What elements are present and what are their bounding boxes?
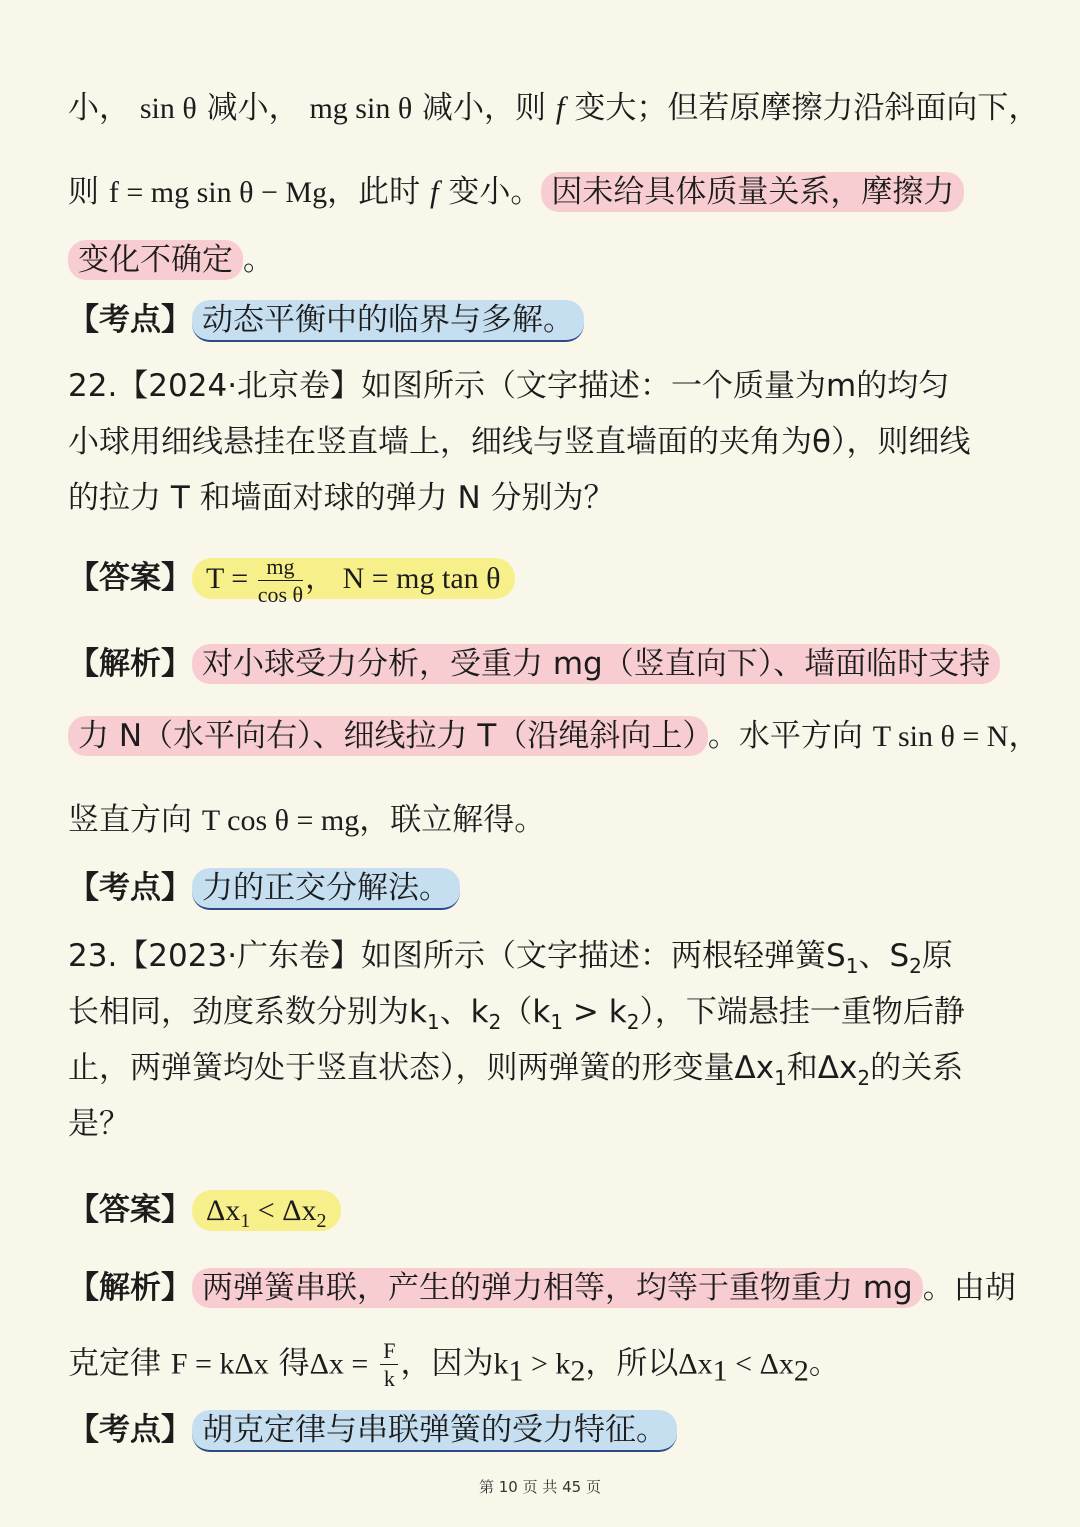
text: ，所以 bbox=[585, 1345, 679, 1382]
highlight-blue: 胡克定律与串联弹簧的受力特征。 bbox=[192, 1410, 677, 1452]
subscript: 1 bbox=[712, 1354, 728, 1388]
math-expr: Δx bbox=[206, 1194, 241, 1227]
answer-tag: 【答案】 bbox=[68, 559, 192, 596]
math-expr: < Δx bbox=[250, 1194, 317, 1227]
math-expr: mg sin θ bbox=[309, 92, 413, 125]
text: 、k bbox=[439, 994, 489, 1030]
subscript: 2 bbox=[316, 1210, 327, 1232]
highlight-blue: 动态平衡中的临界与多解。 bbox=[192, 300, 584, 342]
math-expr: < Δx bbox=[727, 1347, 794, 1381]
text: ， bbox=[1008, 718, 1040, 754]
math-expr: T = bbox=[206, 561, 249, 595]
point-tag: 【考点】 bbox=[68, 302, 192, 338]
math-expr: sin θ bbox=[139, 92, 197, 125]
highlight-pink: 变化不确定 bbox=[68, 240, 243, 280]
text: 是？ bbox=[68, 1106, 130, 1142]
subscript: 1 bbox=[240, 1210, 251, 1232]
question-22-line-2 bbox=[68, 422, 1020, 462]
question-22-line-3 bbox=[68, 478, 1020, 518]
math-expr: ， N = mg tan θ bbox=[305, 561, 501, 595]
subscript: 1 bbox=[845, 954, 859, 979]
text: ，此时 bbox=[327, 174, 421, 210]
text: 。水平方向 bbox=[707, 718, 863, 754]
text: 长相同，劲度系数分别为k bbox=[68, 994, 427, 1030]
text: ，联立解得。 bbox=[359, 802, 546, 838]
question-23-line-3 bbox=[68, 1048, 1020, 1098]
page-number: 第 10 页 共 45 页 bbox=[478, 1478, 601, 1496]
highlight-blue: 力的正交分解法。 bbox=[192, 868, 460, 910]
highlight-pink: 两弹簧串联，产生的弹力相等，均等于重物重力 mg bbox=[192, 1268, 923, 1308]
text: 变小。 bbox=[448, 174, 542, 210]
text: 23.【2023·广东卷】如图所示（文字描述：两根轻弹簧S bbox=[68, 938, 846, 974]
analysis-22-line-2 bbox=[68, 716, 1040, 757]
text: 的关系 bbox=[870, 1050, 964, 1086]
math-expr: k bbox=[493, 1347, 509, 1381]
question-23-line-1 bbox=[68, 936, 1020, 986]
point-tag: 【考点】 bbox=[68, 870, 192, 906]
key-point bbox=[68, 868, 1020, 908]
highlight-yellow bbox=[192, 1190, 341, 1231]
math-expr: > k bbox=[523, 1347, 571, 1381]
math-expr: f bbox=[555, 90, 565, 125]
text: 得 bbox=[278, 1345, 310, 1382]
text: 减小，则 bbox=[422, 90, 547, 126]
fraction-numerator: F bbox=[380, 1340, 398, 1365]
text-line bbox=[68, 88, 1040, 129]
text: ，因为 bbox=[400, 1345, 494, 1382]
text-line bbox=[68, 172, 1020, 213]
point-tag: 【考点】 bbox=[68, 1412, 192, 1448]
subscript: 1 bbox=[550, 1010, 564, 1035]
subscript: 2 bbox=[857, 1066, 871, 1091]
math-expr: f = mg sin θ − Mg bbox=[108, 176, 328, 209]
math-expr: T sin θ = N bbox=[872, 720, 1009, 753]
subscript: 2 bbox=[570, 1354, 586, 1388]
analysis-23-line-1 bbox=[68, 1268, 1020, 1308]
analysis-23-line-2 bbox=[68, 1340, 1020, 1392]
highlight-pink: 对小球受力分析，受重力 mg（竖直向下）、墙面临时支持 bbox=[192, 644, 1000, 684]
text: 止，两弹簧均处于竖直状态），则两弹簧的形变量Δx bbox=[68, 1050, 775, 1086]
subscript: 2 bbox=[626, 1010, 640, 1035]
text: 和Δx bbox=[786, 1050, 858, 1086]
math-expr: T cos θ = mg bbox=[201, 804, 360, 837]
text: 变大；但若原摩擦力沿斜面向下， bbox=[574, 90, 1040, 126]
fraction-numerator: mg bbox=[258, 556, 303, 581]
subscript: 2 bbox=[909, 954, 922, 979]
text: 竖直方向 bbox=[68, 802, 192, 838]
answer-23 bbox=[68, 1190, 1020, 1241]
math-expr: Δx bbox=[678, 1347, 713, 1381]
text: 。 bbox=[243, 242, 274, 278]
fraction-denominator: k bbox=[383, 1366, 395, 1391]
analysis-22-line-3 bbox=[68, 800, 1020, 841]
text: 。由胡 bbox=[922, 1270, 1016, 1306]
analysis-22-line-1 bbox=[68, 644, 1020, 684]
highlight-yellow bbox=[192, 554, 515, 607]
subscript: 2 bbox=[488, 1010, 502, 1035]
text: 原 bbox=[921, 938, 953, 974]
subscript: 1 bbox=[508, 1354, 524, 1388]
page-footer bbox=[0, 1476, 1080, 1497]
text: 小球用细线悬挂在竖直墙上，细线与竖直墙面的夹角为θ），则细线 bbox=[68, 424, 971, 460]
highlight-pink: 因未给具体质量关系，摩擦力 bbox=[541, 172, 964, 212]
text: ），下端悬挂一重物后静 bbox=[639, 994, 965, 1030]
answer-tag: 【答案】 bbox=[68, 1192, 192, 1228]
text-line bbox=[68, 240, 1020, 280]
text: 克定律 bbox=[68, 1345, 161, 1382]
answer-22 bbox=[68, 556, 1020, 606]
subscript: 2 bbox=[793, 1354, 809, 1388]
text: > k bbox=[563, 994, 627, 1030]
text: （k bbox=[501, 994, 551, 1030]
math-expr: Δx = bbox=[309, 1347, 369, 1381]
subscript: 1 bbox=[774, 1066, 787, 1091]
subscript: 1 bbox=[426, 1010, 440, 1035]
key-point bbox=[68, 300, 1020, 340]
analysis-tag: 【解析】 bbox=[68, 1270, 192, 1306]
math-expr: f bbox=[429, 174, 439, 209]
text: 减小， bbox=[206, 90, 300, 126]
text: 则 bbox=[68, 174, 99, 210]
math-expr: F = kΔx bbox=[170, 1347, 269, 1381]
text: 的拉力 T 和墙面对球的弹力 N 分别为？ bbox=[68, 480, 615, 516]
question-23-line-4 bbox=[68, 1104, 1020, 1144]
fraction bbox=[258, 556, 303, 606]
text: 、S bbox=[858, 938, 910, 974]
text: 小， bbox=[68, 90, 130, 126]
question-23-line-2 bbox=[68, 992, 1020, 1042]
fraction-denominator: cos θ bbox=[257, 582, 304, 607]
text: 。 bbox=[808, 1345, 840, 1382]
highlight-pink: 力 N（水平向右）、细线拉力 T（沿绳斜向上） bbox=[68, 716, 708, 756]
question-22-line-1 bbox=[68, 366, 1020, 406]
analysis-tag: 【解析】 bbox=[68, 646, 192, 682]
key-point bbox=[68, 1410, 1020, 1450]
text: 22.【2024·北京卷】如图所示（文字描述：一个质量为m的均匀 bbox=[68, 368, 950, 404]
fraction bbox=[380, 1340, 398, 1390]
